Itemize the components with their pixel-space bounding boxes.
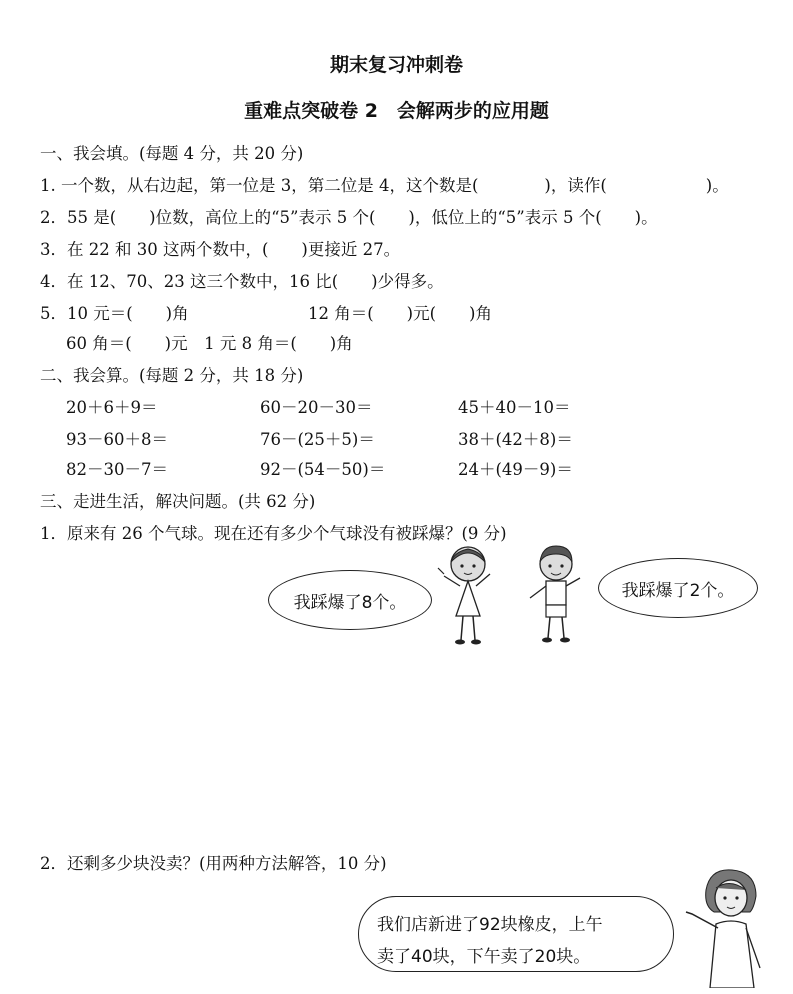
speech-bubble-woman	[358, 896, 674, 972]
calc-2-3: 38＋(42＋8)＝	[458, 430, 573, 449]
calc-2-2: 76－(25＋5)＝	[260, 430, 375, 449]
calc-2-1: 93－60＋8＝	[66, 430, 168, 449]
question-1-5b: 12 角＝( )元( )角	[308, 304, 492, 323]
section2-heading: 二、我会算。(每题 2 分，共 18 分)	[40, 366, 304, 385]
question-1-1: 1. 一个数，从右边起，第一位是 3，第二位是 4，这个数是( )，读作( )。	[40, 176, 729, 195]
section3-heading: 三、走进生活，解决问题。(共 62 分)	[40, 492, 316, 511]
speech-bubble-woman-line1: 我们店新进了92块橡皮，上午	[377, 915, 603, 935]
question-1-3: 3．在 22 和 30 这两个数中，( )更接近 27。	[40, 240, 401, 259]
question-1-5c: 60 角＝( )元 1 元 8 角＝( )角	[66, 334, 353, 353]
speech-bubble-girl	[268, 570, 432, 630]
speech-bubble-woman-line2: 卖了40块，下午卖了20块。	[377, 947, 591, 967]
question-1-4: 4．在 12、70、23 这三个数中，16 比( )少得多。	[40, 272, 444, 291]
speech-bubble-girl-text: 我踩爆了8个。	[293, 592, 407, 613]
speech-bubble-boy-text: 我踩爆了2个。	[621, 580, 735, 601]
woman-illustration	[680, 868, 780, 988]
question-3-2: 2．还剩多少块没卖？(用两种方法解答，10 分)	[40, 854, 387, 873]
question-1-5a: 5．10 元＝( )角	[40, 304, 189, 323]
girl-illustration	[432, 540, 504, 650]
speech-bubble-boy	[598, 558, 758, 618]
boy-illustration	[520, 540, 590, 650]
question-1-2: 2．55 是( )位数，高位上的“5”表示 5 个( )，低位上的“5”表示 5 个( )。	[40, 208, 658, 227]
calc-3-3: 24＋(49－9)＝	[458, 460, 573, 479]
page-title: 期末复习冲刺卷	[329, 54, 463, 76]
calc-3-1: 82－30－7＝	[66, 460, 168, 479]
calc-3-2: 92－(54－50)＝	[260, 460, 386, 479]
question-3-1: 1．原来有 26 个气球。现在还有多少个气球没有被踩爆？(9 分)	[40, 524, 507, 543]
calc-1-1: 20＋6＋9＝	[66, 398, 158, 417]
section1-heading: 一、我会填。(每题 4 分，共 20 分)	[40, 144, 304, 163]
calc-1-2: 60－20－30＝	[260, 398, 373, 417]
page-subtitle: 重难点突破卷 2 会解两步的应用题	[244, 100, 549, 122]
calc-1-3: 45＋40－10＝	[458, 398, 571, 417]
